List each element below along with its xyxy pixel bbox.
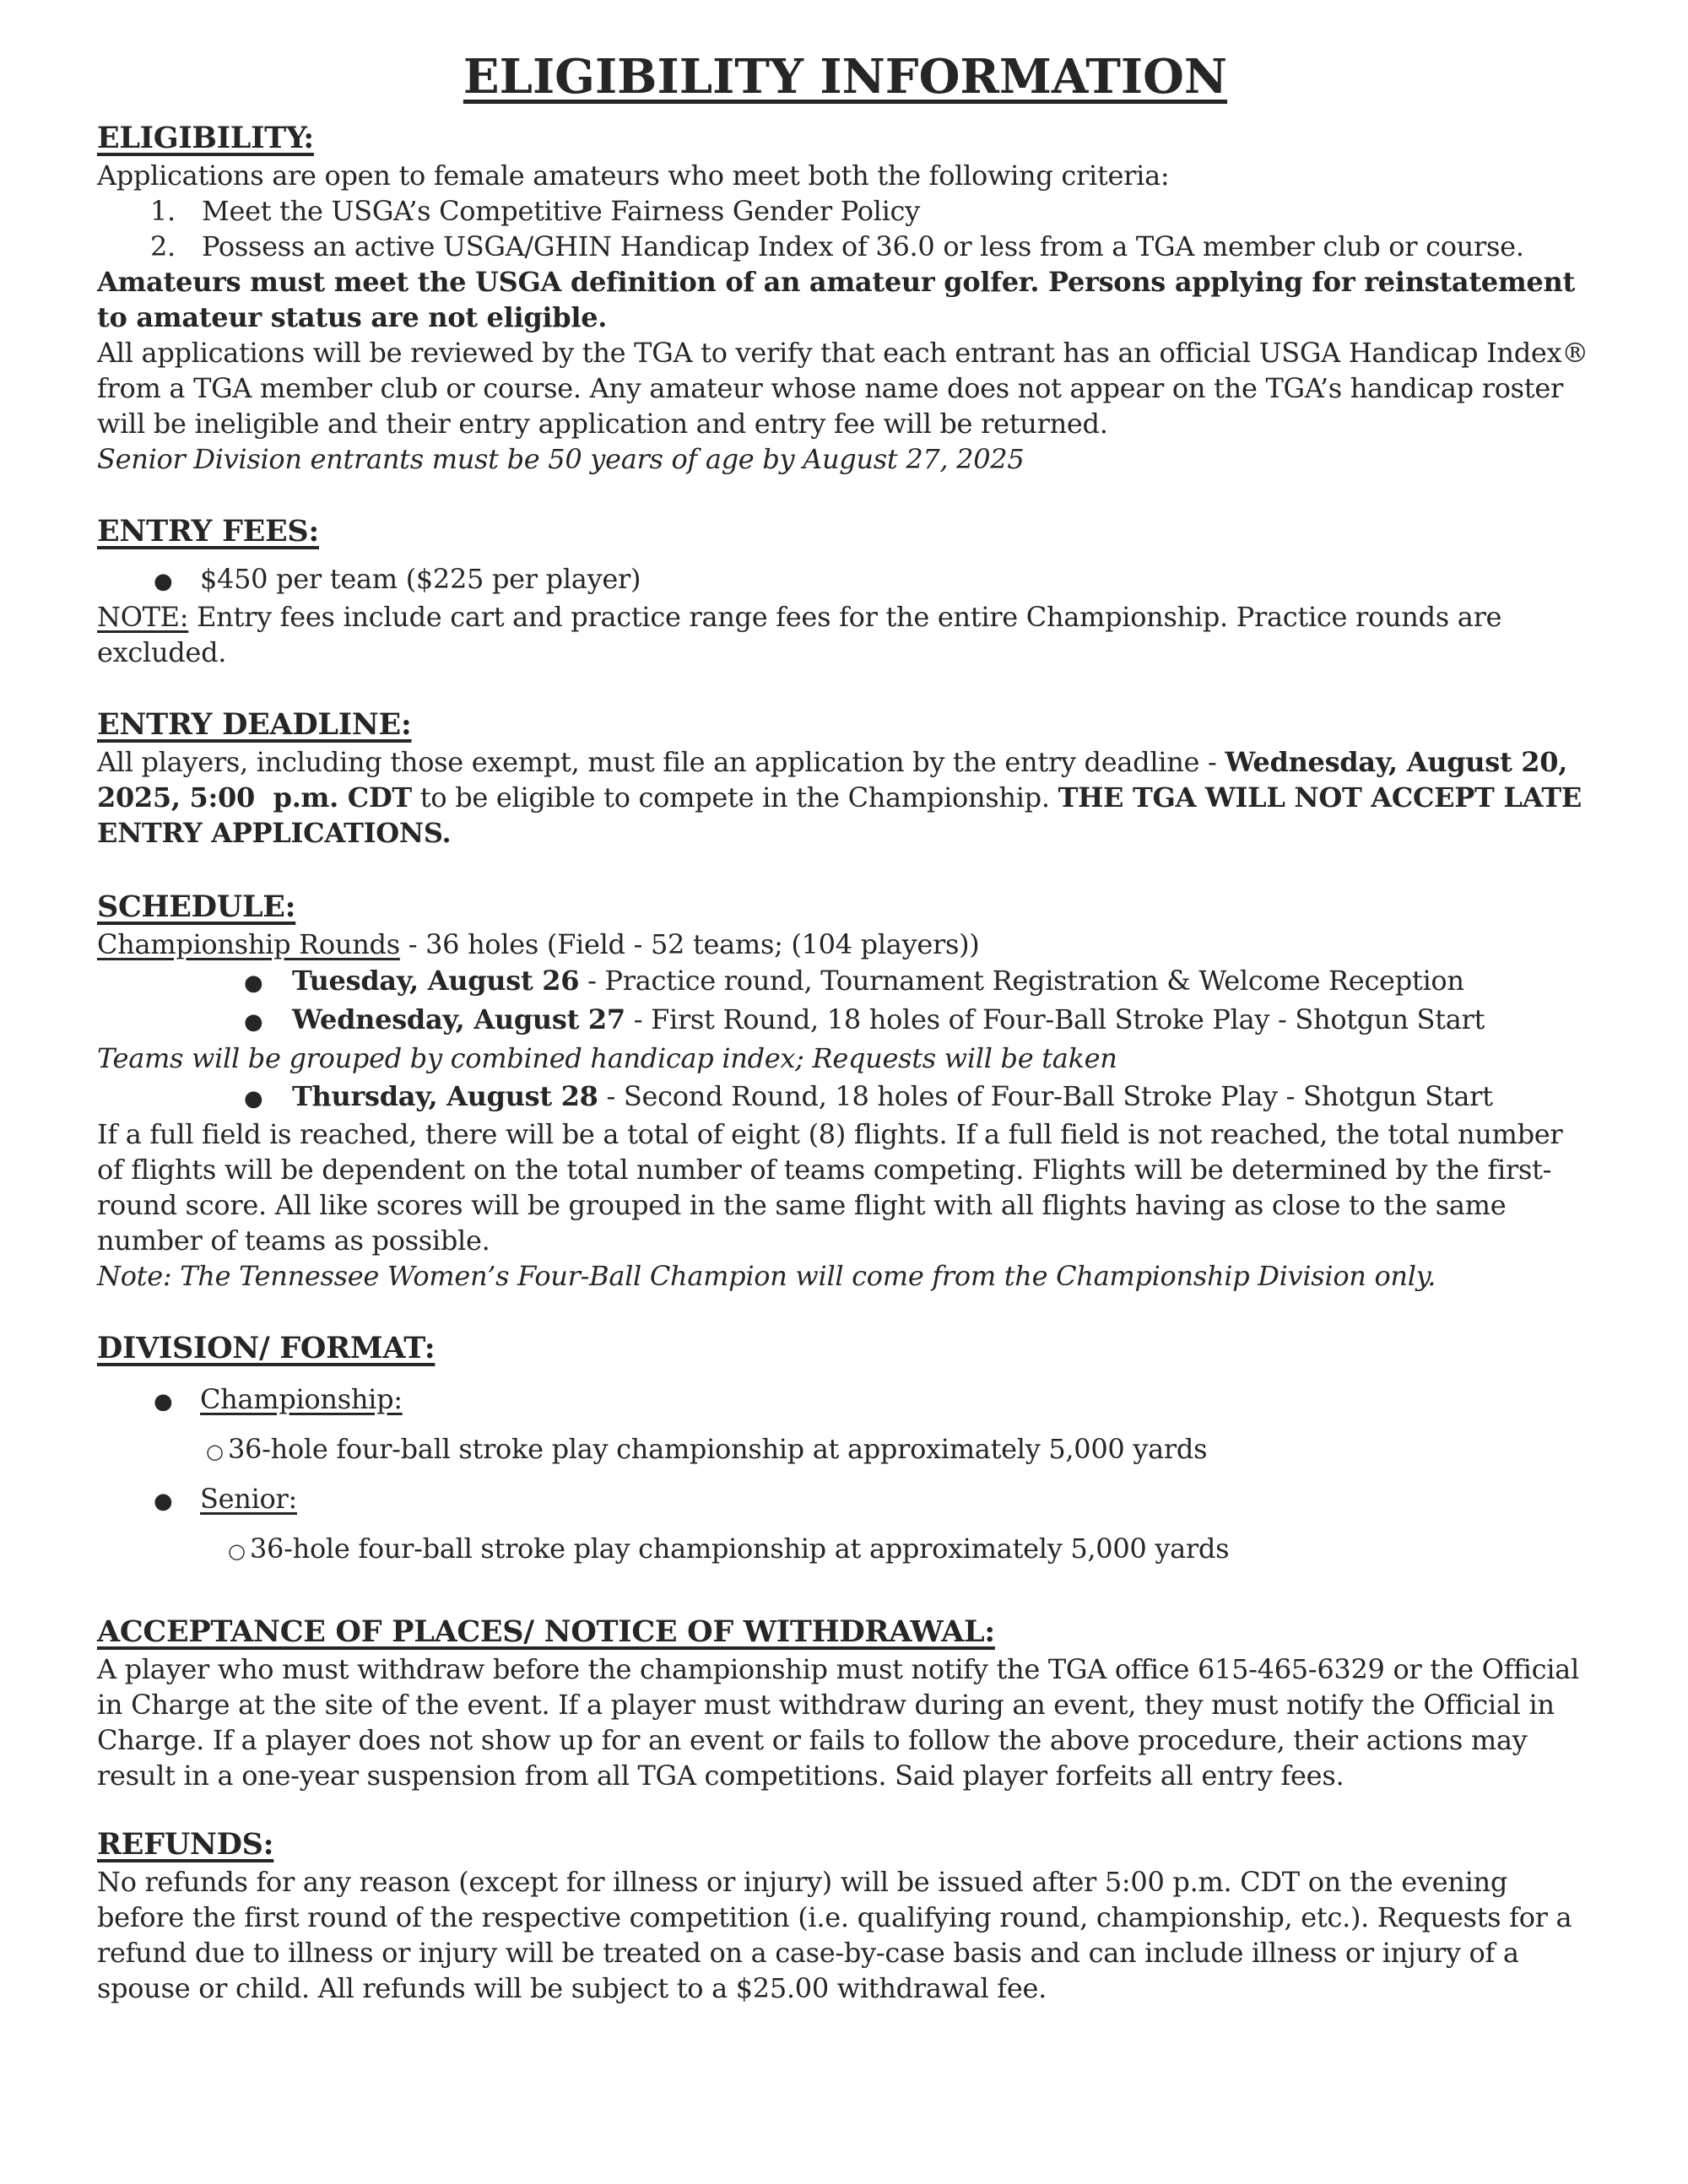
bullet-icon: ● (244, 970, 263, 997)
bullet-icon: ● (244, 1009, 263, 1035)
section-withdrawal (97, 1613, 1593, 1793)
line-championship-rounds (97, 927, 1593, 962)
document-title-text: ELIGIBILITY INFORMATION (463, 49, 1228, 105)
schedule-item-tuesday (244, 962, 1593, 1001)
deadline-date-bold: Wednesday, August 20, 2025, 5:00 p.m. CDT (97, 746, 1577, 814)
schedule-detail: - First Round, 18 holes of Four-Ball Stroke Play - Shotgun Start (625, 1003, 1485, 1036)
heading-entry-fees: ENTRY FEES: (97, 514, 319, 549)
schedule-detail: - Second Round, 18 holes of Four-Ball Stroke Play - Shotgun Start (598, 1080, 1493, 1113)
schedule-detail: - Practice round, Tournament Registration & Welcome Reception (579, 965, 1464, 997)
division-sub-item (228, 1531, 1593, 1569)
paragraph-entry-deadline (97, 744, 1593, 851)
section-eligibility (97, 119, 1605, 477)
deadline-text: All players, including those exempt, must file an application by the entry deadline - (97, 746, 1225, 779)
section-entry-fees (97, 512, 1593, 670)
circle-bullet-icon: ○ (228, 1539, 246, 1564)
rounds-label: Championship Rounds (97, 928, 400, 961)
fee-text: $450 per team ($225 per player) (200, 563, 641, 596)
list-item-text: Possess an active USGA/GHIN Handicap Index of 36.0 or less from a TGA member club or course. (202, 230, 1524, 263)
division-detail: 36-hole four-ball stroke play championship at approximately 5,000 yards (228, 1433, 1208, 1466)
heading-eligibility: ELIGIBILITY: (97, 121, 314, 156)
paragraph-handicap-review: All applications will be reviewed by the TGA to verify that each entrant has an official USGA Handicap Index® from a TGA member club or course. Any amateur whose name does not appear on the TGA’s handicap roster will be ineligible and their entry application and entry fee will be returned. (97, 337, 1605, 441)
note-label: NOTE: (97, 601, 189, 634)
document-title (97, 49, 1593, 105)
paragraph-eligibility-intro: Applications are open to female amateurs who meet both the following criteria: (97, 159, 1170, 192)
division-label: Championship: (200, 1383, 403, 1416)
schedule-date: Wednesday, August 27 (292, 1003, 625, 1036)
list-number: 1. (150, 195, 176, 228)
heading-refunds: REFUNDS: (97, 1827, 274, 1862)
section-division-format (97, 1329, 1593, 1569)
heading-withdrawal: ACCEPTANCE OF PLACES/ NOTICE OF WITHDRAWAL: (97, 1614, 995, 1650)
division-list (97, 1381, 1593, 1569)
list-item-criterion-2 (150, 229, 1593, 264)
deadline-text: to be eligible to compete in the Championship. (411, 781, 1058, 814)
schedule-item-thursday (244, 1078, 1593, 1116)
heading-division-format: DIVISION/ FORMAT: (97, 1331, 436, 1366)
note-entry-fees (97, 599, 1593, 670)
schedule-item-text (292, 1078, 1493, 1116)
schedule-item-wednesday (244, 1001, 1593, 1040)
schedule-list (97, 962, 1593, 1116)
deadline-warning-bold: THE TGA WILL NOT ACCEPT LATE ENTRY APPLICATIONS. (97, 781, 1591, 850)
list-item-text: Meet the USGA’s Competitive Fairness Gender Policy (202, 195, 920, 228)
schedule-item-text (292, 1001, 1485, 1039)
eligibility-criteria-list (97, 193, 1593, 264)
division-sub-item (206, 1431, 1593, 1469)
note-senior-age: Senior Division entrants must be 50 years of age by August 27, 2025 (97, 443, 1025, 476)
paragraph-flights: If a full field is reached, there will be a total of eight (8) flights. If a full field is not reached, the total number of flights will be dependent on the total number of teams competing. Flights will be determined by the first-round score. All like scores will be grouped in the same flight with all flights having as close to the same number of teams as possible. (97, 1118, 1572, 1257)
circle-bullet-icon: ○ (206, 1440, 224, 1464)
list-number: 2. (150, 230, 176, 263)
list-item-criterion-1 (150, 193, 1593, 229)
note-text: Entry fees include cart and practice range fees for the entire Championship. Practice rounds are excluded. (97, 601, 1511, 669)
heading-schedule: SCHEDULE: (97, 889, 296, 925)
schedule-item-text (292, 962, 1464, 1000)
schedule-date: Tuesday, August 26 (292, 965, 580, 997)
bullet-icon: ● (244, 1086, 263, 1112)
section-schedule (97, 888, 1593, 1294)
division-label: Senior: (200, 1483, 297, 1516)
heading-entry-deadline: ENTRY DEADLINE: (97, 707, 412, 743)
schedule-date: Thursday, August 28 (292, 1080, 598, 1113)
rounds-detail: - 36 holes (Field - 52 teams; (104 players)) (399, 928, 980, 961)
bullet-icon: ● (154, 569, 173, 595)
bullet-icon: ● (154, 1389, 173, 1415)
section-entry-deadline (97, 705, 1593, 851)
division-detail: 36-hole four-ball stroke play championship at approximately 5,000 yards (250, 1533, 1230, 1565)
note-grouping: Teams will be grouped by combined handicap index; Requests will be taken (97, 1042, 1117, 1075)
division-item-championship (154, 1381, 1593, 1419)
paragraph-refunds: No refunds for any reason (except for illness or injury) will be issued after 5:00 p.m. CDT on the evening before the first round of the respective competition (i.e. qualifying round, championship, etc.). Requests for a refund due to illness or injury will be treated on a case-by-case basis and can include illness or injury of a spouse or child. All refunds will be subject to a $25.00 withdrawal fee. (97, 1866, 1581, 2005)
paragraph-amateur-rule: Amateurs must meet the USGA definition of an amateur golfer. Persons applying for reinstatement to amateur status are not eligible. (97, 266, 1584, 334)
note-champion-division: Note: The Tennessee Women’s Four-Ball Champion will come from the Championship Division only. (97, 1260, 1436, 1293)
paragraph-withdrawal: A player who must withdraw before the championship must notify the TGA office 615-465-6329 or the Official in Charge at the site of the event. If a player must withdraw during an event, they must notify the Official in Charge. If a player does not show up for an event or fails to follow the above procedure, their actions may result in a one-year suspension from all TGA competitions. Said player forfeits all entry fees. (97, 1653, 1588, 1792)
bullet-icon: ● (154, 1489, 173, 1515)
fee-list-item (154, 561, 1593, 599)
division-item-senior (154, 1481, 1593, 1519)
section-refunds (97, 1825, 1593, 2006)
